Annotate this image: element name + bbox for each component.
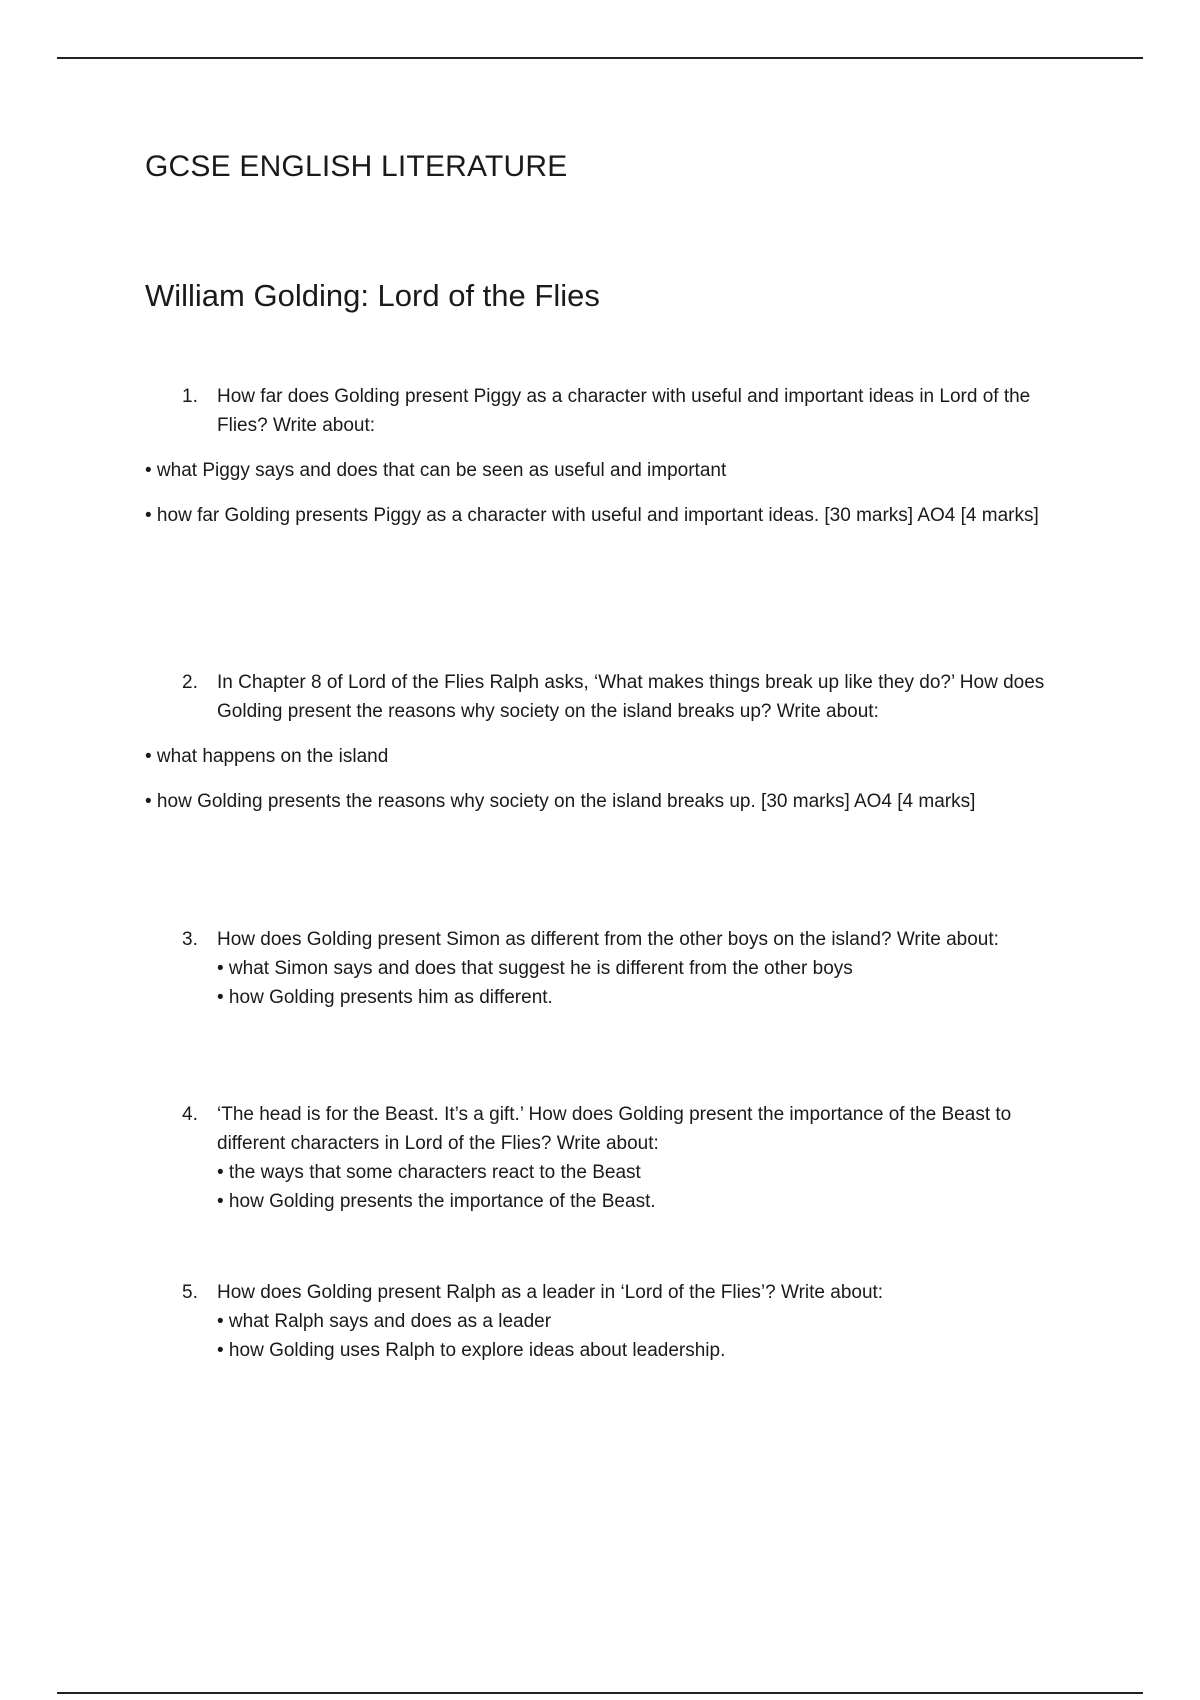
question-1-bullet-1: • what Piggy says and does that can be seen as useful and important (145, 460, 727, 481)
question-5-prompt (145, 1278, 1075, 1307)
question-1-prompt (145, 382, 1075, 440)
question-5 (145, 1278, 1075, 1365)
question-5-bullet-1: • what Ralph says and does as a leader (217, 1311, 552, 1332)
question-3-prompt (145, 925, 1075, 954)
document-title: GCSE ENGLISH LITERATURE (145, 150, 568, 183)
question-5-bullets (145, 1307, 1075, 1365)
header-rule (57, 57, 1143, 59)
footer-rule (57, 1692, 1143, 1694)
question-2-number: 2. (182, 672, 198, 693)
question-3-bullet-2: • how Golding presents him as different. (217, 987, 553, 1008)
document-subtitle: William Golding: Lord of the Flies (145, 278, 600, 313)
question-5-bullet-2: • how Golding uses Ralph to explore ideas about leadership. (217, 1340, 726, 1361)
question-5-number: 5. (182, 1282, 198, 1303)
question-4-prompt (145, 1100, 1075, 1158)
question-2-bullet-1: • what happens on the island (145, 746, 389, 767)
question-4-bullet-2: • how Golding presents the importance of the Beast. (217, 1191, 656, 1212)
question-4-text: ‘The head is for the Beast. It’s a gift.’ How does Golding present the importance of the Beast to different characters in Lord of the Flies? Write about: (217, 1104, 1012, 1154)
question-1 (145, 382, 1075, 530)
question-4-number: 4. (182, 1104, 198, 1125)
question-4-bullet-1: • the ways that some characters react to the Beast (217, 1162, 641, 1183)
question-4-bullets (145, 1158, 1075, 1216)
question-2-text: In Chapter 8 of Lord of the Flies Ralph asks, ‘What makes things break up like they do?’ How does Golding present the reasons why society on the island breaks up? Write about: (217, 672, 1045, 722)
question-2 (145, 668, 1075, 816)
question-3-text: How does Golding present Simon as different from the other boys on the island? Write about: (217, 929, 999, 950)
question-1-bullet-2: • how far Golding presents Piggy as a character with useful and important ideas. [30 marks] AO4 [4 marks] (145, 505, 1039, 526)
question-3-bullets (145, 954, 1075, 1012)
question-3-bullet-1: • what Simon says and does that suggest he is different from the other boys (217, 958, 853, 979)
question-3-number: 3. (182, 929, 198, 950)
question-3 (145, 925, 1075, 1012)
question-1-text: How far does Golding present Piggy as a character with useful and important ideas in Lord of the Flies? Write about: (217, 386, 1031, 436)
question-5-text: How does Golding present Ralph as a leader in ‘Lord of the Flies’? Write about: (217, 1282, 884, 1303)
question-4 (145, 1100, 1075, 1216)
question-2-bullet-2: • how Golding presents the reasons why society on the island breaks up. [30 marks] AO4 [4 marks] (145, 791, 976, 812)
question-2-prompt (145, 668, 1075, 726)
question-1-number: 1. (182, 386, 198, 407)
